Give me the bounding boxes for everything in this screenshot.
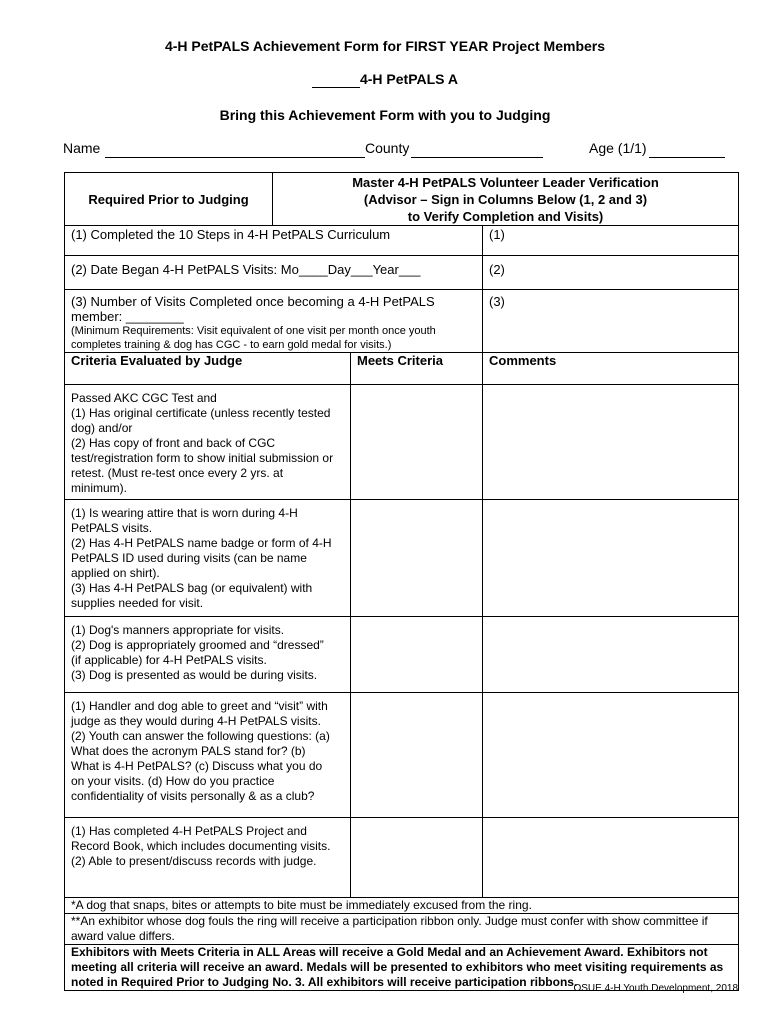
- age-field[interactable]: [649, 140, 725, 158]
- requirement-1-signature[interactable]: (1): [483, 226, 739, 256]
- criteria-row: [65, 500, 739, 617]
- criteria-row: [65, 818, 739, 898]
- comments-cell[interactable]: [483, 818, 739, 898]
- county-label: County: [365, 140, 410, 156]
- meets-criteria-cell[interactable]: [351, 500, 483, 617]
- criteria-header: Criteria Evaluated by Judge: [65, 353, 351, 385]
- comments-cell[interactable]: [483, 385, 739, 500]
- requirement-1: (1) Completed the 10 Steps in 4-H PetPALS Curriculum: [65, 226, 483, 256]
- visits-count-field[interactable]: member: ________: [71, 309, 184, 324]
- requirement-row: [65, 256, 739, 290]
- judging-instruction: Bring this Achievement Form with you to Judging: [219, 107, 551, 123]
- comments-cell[interactable]: [483, 693, 739, 818]
- comments-header: Comments: [483, 353, 739, 385]
- member-info-row: [63, 140, 743, 160]
- name-label: Name: [63, 140, 101, 156]
- requirement-2-signature[interactable]: (2): [483, 256, 739, 290]
- criteria-cgc: Passed AKC CGC Test and (1) Has original certificate (unless recently tested dog) and/or (2) Has copy of front and back of CGC test/registration form to show initial submission or retest. (Must re-test once every 2 yrs. at minimum).: [65, 385, 351, 500]
- criteria-record-book: (1) Has completed 4-H PetPALS Project and Record Book, which includes documenting visits. (2) Able to present/discuss records with judge.: [65, 818, 351, 898]
- meets-criteria-cell[interactable]: [351, 693, 483, 818]
- meets-criteria-header: Meets Criteria: [351, 353, 483, 385]
- note-row: [65, 898, 739, 914]
- comments-cell[interactable]: [483, 617, 739, 693]
- required-header: Required Prior to Judging: [65, 173, 273, 226]
- requirement-3-note: (Minimum Requirements: Visit equivalent of one visit per month once youth completes training & dog has CGC - to earn gold medal for visits.): [71, 325, 436, 351]
- criteria-row: [65, 617, 739, 693]
- criteria-greet-visit: (1) Handler and dog able to greet and “visit” with judge as they would during 4-H PetPALS visits. (2) Youth can answer the following questions: (a) What does the acronym PALS stand for? (b) What is 4-H PetPALS? (c) Discuss what you do on your visits. (d) How do you practice confidentiality of visits personally & as a club?: [65, 693, 351, 818]
- level-label: 4-H PetPALS A: [359, 71, 458, 87]
- requirement-row: [65, 290, 739, 353]
- requirement-3-text: (3) Number of Visits Completed once becoming a 4-H PetPALS: [71, 294, 435, 309]
- criteria-dog-manners: (1) Dog's manners appropriate for visits. (2) Dog is appropriately groomed and “dressed” (if applicable) for 4-H PetPALS visits. (3) Dog is presented as would be during visits.: [65, 617, 351, 693]
- meets-criteria-cell[interactable]: [351, 818, 483, 898]
- requirement-3: [65, 290, 483, 353]
- name-field[interactable]: [105, 140, 365, 158]
- fouls-note: **An exhibitor whose dog fouls the ring will receive a participation ribbon only. Judge must confer with show committee if award value differs.: [65, 914, 739, 945]
- meets-criteria-cell[interactable]: [351, 385, 483, 500]
- project-level: [0, 71, 770, 88]
- level-blank[interactable]: [312, 71, 360, 88]
- form-title: 4-H PetPALS Achievement Form for FIRST YEAR Project Members: [164, 38, 606, 54]
- age-label: Age (1/1): [589, 140, 647, 156]
- meets-criteria-cell[interactable]: [351, 617, 483, 693]
- requirement-3-signature[interactable]: (3): [483, 290, 739, 353]
- note-row: [65, 914, 739, 945]
- requirement-row: [65, 226, 739, 256]
- bite-note: *A dog that snaps, bites or attempts to bite must be immediately excused from the ring.: [65, 898, 739, 914]
- criteria-attire: (1) Is wearing attire that is worn during 4-H PetPALS visits. (2) Has 4-H PetPALS name badge or form of 4-H PetPALS ID used during visits (can be name applied on shirt). (3) Has 4-H PetPALS bag (or equivalent) with supplies needed for visit.: [65, 500, 351, 617]
- criteria-row: [65, 693, 739, 818]
- county-field[interactable]: [411, 140, 543, 158]
- required-header-row: [65, 173, 739, 226]
- achievement-table: [64, 172, 739, 991]
- criteria-header-row: [65, 353, 739, 385]
- verification-header: Master 4-H PetPALS Volunteer Leader Verification (Advisor – Sign in Columns Below (1, 2 and 3) to Verify Completion and Visits): [273, 173, 739, 226]
- requirement-2[interactable]: (2) Date Began 4-H PetPALS Visits: Mo____Day___Year___: [65, 256, 483, 290]
- awards-note: Exhibitors with Meets Criteria in ALL Areas will receive a Gold Medal and an Achievement Award. Exhibitors not meeting all criteria will receive an award. Medals will be presented to exhibitors who meet visiting requirements as noted in Required Prior to Judging No. 3. All exhibitors will receive participation ribbons.: [65, 945, 739, 991]
- criteria-row: [65, 385, 739, 500]
- footer-credit: OSUE 4-H Youth Development, 2018: [573, 983, 738, 994]
- comments-cell[interactable]: [483, 500, 739, 617]
